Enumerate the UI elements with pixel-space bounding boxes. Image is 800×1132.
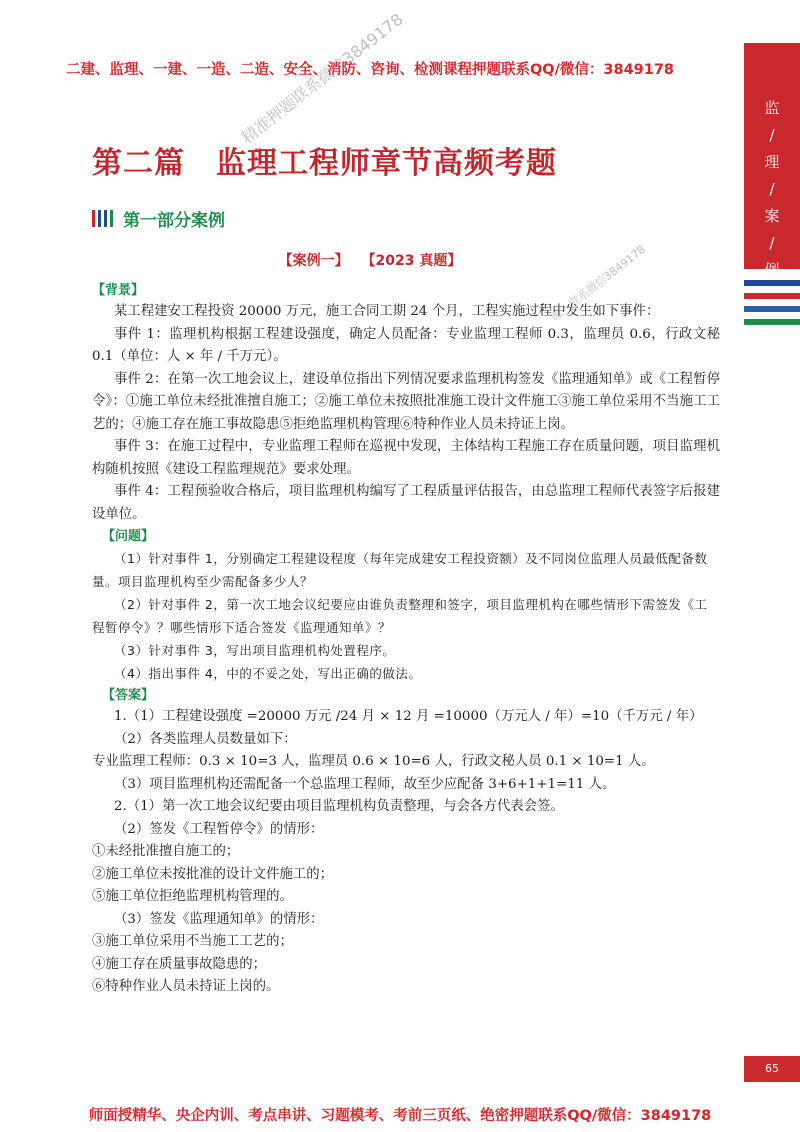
case-year: 【2023 真题】: [361, 253, 462, 269]
answer-line: （3）签发《监理通知单》的情形：: [114, 911, 324, 927]
watermark-text: 唯一联系微信3849178: [549, 242, 648, 324]
background-paragraph: 事件 4：工程预验收合格后，项目监理机构编写了工程质量评估报告，由总监理工程师代表签字后报建设单位。: [92, 484, 720, 522]
background-paragraph: 事件 2：在第一次工地会议上，建设单位指出下列情况要求监理机构签发《监理通知单》或《工程暂停令》：①施工单位未经批准擅自施工；②施工单位未按照批准施工设计文件施工③施工单位采用不当施工工艺的；④施工存在施工事故隐患⑤拒绝监理机构管理⑥特种作业人员未持证上岗。: [92, 371, 720, 432]
header-promo-banner: 二建、监理、一建、一造、二造、安全、消防、咨询、检测课程押题联系QQ/微信：3849178: [65, 62, 675, 78]
answer-line: 1.（1）工程建设强度 =20000 万元 /24 月 × 12 月 =10000（万元人 / 年）=10（千万元 / 年）: [114, 709, 703, 724]
side-stripe: [744, 319, 800, 325]
section-heading: [92, 206, 225, 231]
side-tab-char: 案: [764, 207, 780, 225]
answer-line: 2.（1）第一次工地会议纪要由项目监理机构负责整理，与会各方代表会签。: [114, 799, 564, 814]
case-title: [0, 250, 740, 270]
page-number: 65: [744, 1056, 800, 1082]
answer-line: （2）各类监理人员数量如下：: [114, 731, 297, 747]
case-content: [92, 280, 720, 999]
side-tab-char: /: [769, 126, 775, 144]
side-stripe: [744, 293, 800, 299]
background-paragraph: 事件 1：监理机构根据工程建设强度，确定人员配备：专业监理工程师 0.3，监理员 0.6，行政文秘 0.1（单位：人 × 年 / 千万元）。: [92, 326, 720, 364]
case-label: 【案例一】: [278, 253, 349, 269]
answer-line: ⑥特种作业人员未持证上岗的。: [92, 979, 280, 994]
side-chapter-tab: [744, 43, 800, 279]
answer-line: （2）签发《工程暂停令》的情形：: [114, 821, 324, 837]
answer-line: ④施工存在质量事故隐患的；: [92, 956, 267, 972]
answer-line: 专业监理工程师：0.3 × 10=3 人，监理员 0.6 × 10=6 人，行政文秘人员 0.1 × 10=1 人。: [92, 754, 655, 769]
answer-line: ①未经批准擅自施工的；: [92, 844, 240, 859]
answers-label: 【答案】: [102, 688, 155, 703]
watermark-text: 精准押题联系微信3849178: [237, 9, 407, 148]
side-tab-char: 理: [764, 153, 780, 171]
answer-line: ③施工单位采用不当施工工艺的；: [92, 934, 293, 949]
background-paragraph: 某工程建安工程投资 20000 万元，施工合同工期 24 个月，工程实施过程中发生如下事件：: [114, 304, 660, 319]
side-tab-char: /: [769, 180, 775, 198]
question-item: （2）针对事件 2，第一次工地会议纪要应由谁负责整理和签字，项目监理机构在哪些情形下需签发《工程暂停令》？哪些情形下适合签发《监理通知单》？: [92, 597, 708, 635]
background-label: 【背景】: [92, 283, 145, 298]
side-stripe: [744, 306, 800, 312]
side-stripe: [744, 280, 800, 286]
background-paragraph: 事件 3：在施工过程中，专业监理工程师在巡视中发现，主体结构工程施工存在质量问题，项目监理机构随机按照《建设工程监理规范》要求处理。: [92, 439, 720, 477]
question-item: （3）针对事件 3，写出项目监理机构处置程序。: [114, 643, 396, 658]
footer-promo-banner: 师面授精华、央企内训、考点串讲、习题模考、考前三页纸、绝密押题联系QQ/微信：3849178: [88, 1108, 712, 1124]
questions-label: 【问题】: [102, 529, 155, 544]
page-title: 第二篇 监理工程师章节高频考题: [92, 146, 557, 181]
question-item: （1）针对事件 1，分别确定工程建设程度（每年完成建安工程投资额）及不同岗位监理人员最低配备数量。项目监理机构至少需配备多少人？: [92, 551, 708, 589]
section-bars-icon: [92, 210, 113, 227]
section-title: 第一部分案例: [123, 211, 225, 231]
answer-line: ⑤施工单位拒绝监理机构管理的。: [92, 889, 293, 904]
side-tab-char: /: [769, 234, 775, 252]
answer-line: （3）项目监理机构还需配备一个总监理工程师，故至少应配备 3+6+1+1=11 人。: [114, 776, 616, 792]
side-tab-char: 监: [764, 99, 780, 117]
answer-line: ②施工单位未按批准的设计文件施工的；: [92, 866, 334, 882]
question-item: （4）指出事件 4，中的不妥之处，写出正确的做法。: [114, 666, 422, 681]
side-tab-char: 例: [764, 261, 780, 279]
